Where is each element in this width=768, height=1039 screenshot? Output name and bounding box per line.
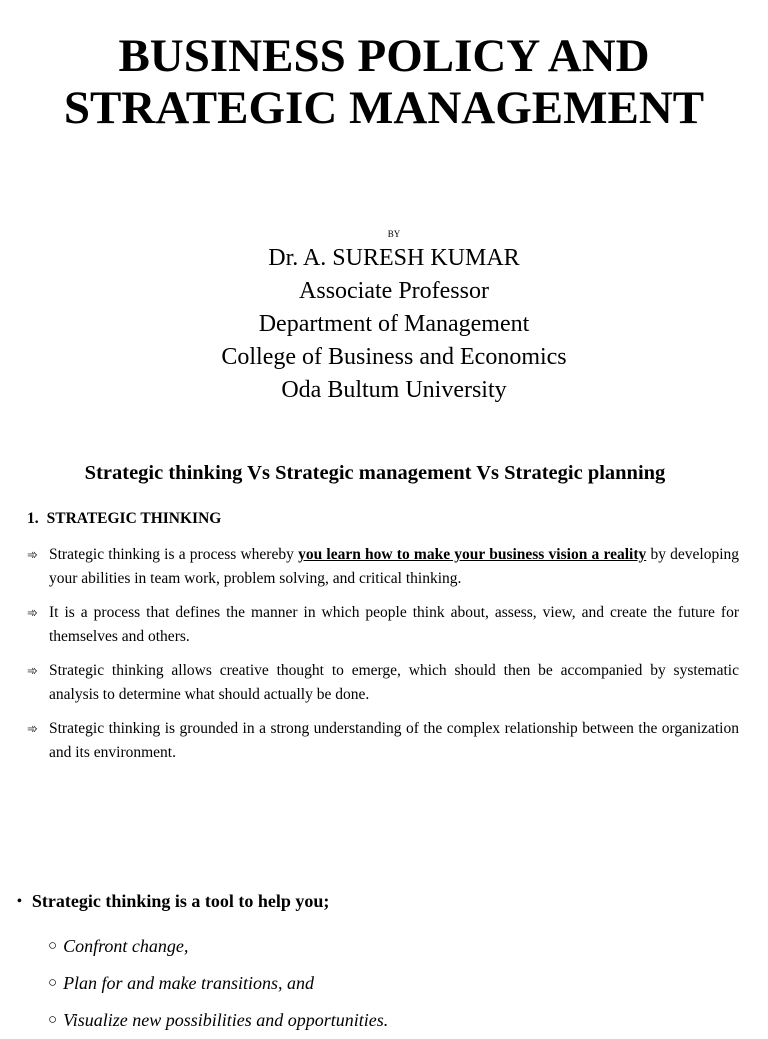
arrow-bullet-icon: ➾ (27, 605, 38, 620)
bullet-dot-icon: • (17, 893, 22, 909)
list-item (48, 1002, 388, 1039)
list-item-text: Confront change, (63, 936, 189, 956)
list-item-text: It is a process that defines the manner in which people think about, assess, view, and create the future for themselves and others. (49, 604, 739, 645)
author-position: Associate Professor (299, 278, 489, 304)
author-department: Department of Management (258, 311, 530, 337)
circle-bullet-icon: ○ (48, 938, 58, 954)
list-item (48, 965, 388, 1002)
list-item (27, 717, 739, 765)
list-item-text: Strategic thinking allows creative thought to emerge, which should then be accompanied by systematic analysis to determine what should actually be done. (49, 662, 739, 703)
list-item (48, 928, 388, 965)
circle-bullet-icon: ○ (48, 1012, 58, 1028)
tool-heading (17, 891, 329, 912)
circle-bullet-icon: ○ (48, 975, 58, 991)
author-name: Dr. A. SURESH KUMAR (268, 245, 520, 271)
bullet-list (27, 543, 739, 775)
point1-emphasis: you learn how to make your business vision a reality (298, 546, 647, 563)
subheading-text: STRATEGIC THINKING (46, 510, 222, 527)
subheading (27, 510, 221, 528)
list-item-text: Strategic thinking is grounded in a strong understanding of the complex relationship between the organization and its environment. (49, 720, 739, 761)
author-university: Oda Bultum University (281, 377, 507, 403)
tool-list (48, 928, 388, 1039)
title-line-1: BUSINESS POLICY AND (118, 30, 650, 82)
section-heading: Strategic thinking Vs Strategic management Vs Strategic planning (84, 462, 666, 484)
point1-text-after: by developing your abilities in team work, problem solving, and critical thinking. (49, 546, 740, 587)
document-title (0, 30, 768, 134)
list-item (27, 659, 739, 707)
arrow-bullet-icon: ➾ (27, 721, 38, 736)
list-item (27, 543, 739, 591)
list-item-text: Visualize new possibilities and opportunities. (63, 1010, 389, 1030)
arrow-bullet-icon: ➾ (27, 547, 38, 562)
tool-heading-text: Strategic thinking is a tool to help you; (31, 891, 330, 911)
list-item-text: Plan for and make transitions, and (63, 973, 315, 993)
arrow-bullet-icon: ➾ (27, 663, 38, 678)
author-block (0, 242, 768, 407)
author-college: College of Business and Economics (221, 344, 567, 370)
list-item-text (49, 543, 739, 591)
point1-text-before: Strategic thinking is a process whereby (49, 546, 299, 563)
subheading-number: 1. (27, 510, 39, 527)
by-label: BY (387, 229, 401, 239)
list-item (27, 601, 739, 649)
title-line-2: STRATEGIC MANAGEMENT (63, 82, 705, 134)
